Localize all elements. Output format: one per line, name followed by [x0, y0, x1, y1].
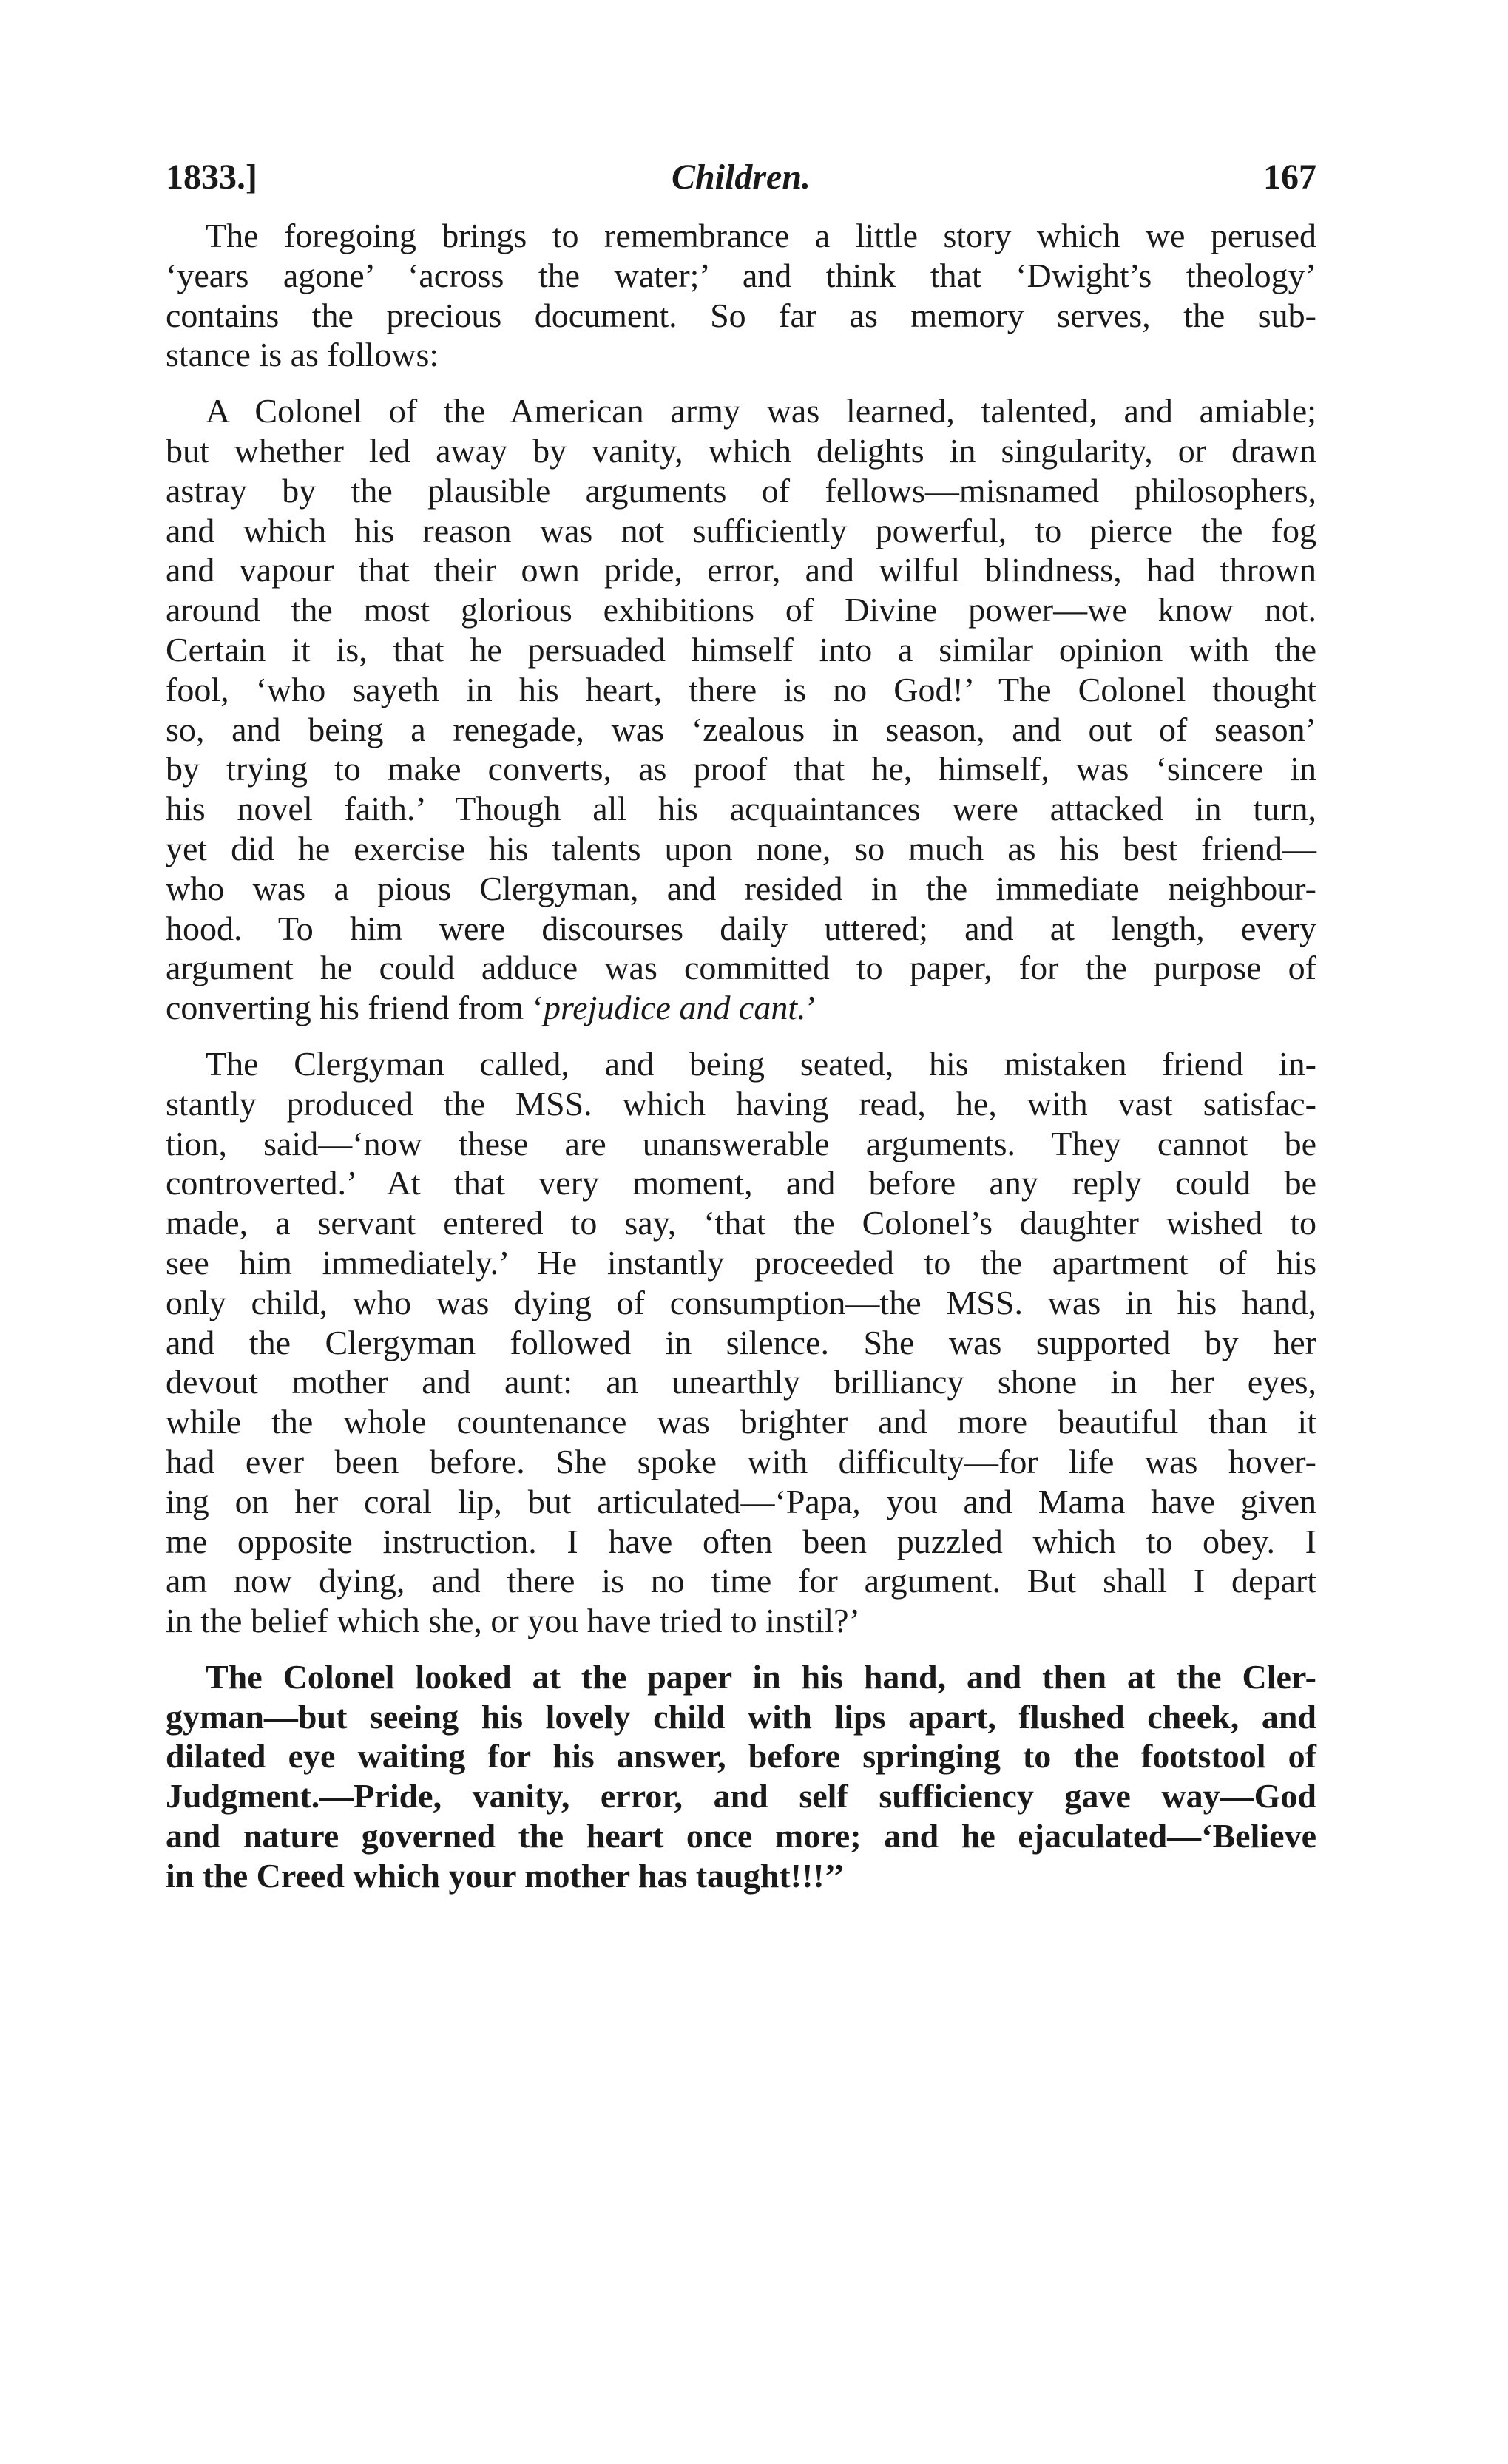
text-line: so, and being a renegade, was ‘zealous in season, and out of season’	[166, 710, 1316, 748]
paragraph-2	[166, 391, 1316, 1028]
text-line: dilated eye waiting for his answer, before springing to the footstool of	[166, 1737, 1316, 1776]
text-line: The foregoing brings to remembrance a little story which we perused	[206, 217, 1316, 254]
paragraph-4	[166, 1657, 1316, 1896]
text-line: hood. To him were discourses daily uttered; and at length, every	[166, 909, 1316, 947]
text-line: contains the precious document. So far as memory serves, the sub-	[166, 296, 1316, 334]
text-line: stance is as follows:	[166, 336, 439, 374]
text-line: me opposite instruction. I have often been puzzled which to obey. I	[166, 1522, 1316, 1560]
page-number: 167	[1263, 158, 1316, 197]
text-segment: converting his friend from ‘	[166, 989, 544, 1027]
text-line: and vapour that their own pride, error, and wilful blindness, had thrown	[166, 551, 1316, 589]
paragraph-1	[166, 216, 1316, 375]
text-line: but whether led away by vanity, which delights in singularity, or drawn	[166, 431, 1316, 470]
book-page	[166, 155, 1316, 1912]
text-line: The Clergyman called, and being seated, his mistaken friend in-	[206, 1044, 1316, 1083]
text-line: argument he could adduce was committed to paper, for the purpose of	[166, 949, 1316, 987]
text-line: see him immediately.’ He instantly proceeded to the apartment of his	[166, 1243, 1316, 1282]
text-line: and which his reason was not sufficiently powerful, to pierce the fog	[166, 511, 1316, 549]
text-line: made, a servant entered to say, ‘that the Colonel’s daughter wished to	[166, 1204, 1316, 1242]
text-line: yet did he exercise his talents upon none, so much as his best friend—	[166, 829, 1316, 867]
text-line: devout mother and aunt: an unearthly brilliancy shone in her eyes,	[166, 1363, 1316, 1401]
text-line: astray by the plausible arguments of fellows—misnamed philosophers,	[166, 471, 1316, 510]
text-line: am now dying, and there is no time for argument. But shall I depart	[166, 1562, 1316, 1600]
text-line: who was a pious Clergyman, and resided in the immediate neighbour-	[166, 869, 1316, 907]
text-line	[166, 988, 1316, 1028]
text-line: controverted.’ At that very moment, and before any reply could be	[166, 1164, 1316, 1202]
text-segment: ’	[805, 989, 817, 1027]
italic-phrase: prejudice and cant.	[543, 989, 806, 1027]
text-line: in the belief which she, or you have tried to instil?’	[166, 1602, 860, 1640]
text-line: had ever been before. She spoke with difficulty—for life was hover-	[166, 1442, 1316, 1480]
running-head	[166, 155, 1316, 200]
text-line: and the Clergyman followed in silence. She was supported by her	[166, 1323, 1316, 1361]
running-head-year: 1833.]	[166, 158, 257, 197]
text-line: by trying to make converts, as proof that he, himself, was ‘sincere in	[166, 750, 1316, 788]
text-line: ing on her coral lip, but articulated—‘Papa, you and Mama have given	[166, 1482, 1316, 1520]
text-line: while the whole countenance was brighter and more beautiful than it	[166, 1403, 1316, 1441]
text-line: only child, who was dying of consumption—the MSS. was in his hand,	[166, 1283, 1316, 1321]
text-line: around the most glorious exhibitions of Divine power—we know not.	[166, 591, 1316, 629]
text-line: his novel faith.’ Though all his acquaintances were attacked in turn,	[166, 790, 1316, 828]
text-line: ‘years agone’ ‘across the water;’ and think that ‘Dwight’s theology’	[166, 256, 1316, 294]
text-line: Certain it is, that he persuaded himself into a similar opinion with the	[166, 630, 1316, 669]
body-text	[166, 216, 1316, 1896]
text-line: and nature governed the heart once more; and he ejaculated—‘Believe	[166, 1817, 1316, 1855]
text-line: fool, ‘who sayeth in his heart, there is no God!’ The Colonel thought	[166, 670, 1316, 708]
text-line: stantly produced the MSS. which having read, he, with vast satisfac-	[166, 1084, 1316, 1123]
paragraph-3	[166, 1044, 1316, 1641]
text-line: tion, said—‘now these are unanswerable arguments. They cannot be	[166, 1124, 1316, 1162]
text-line: The Colonel looked at the paper in his hand, and then at the Cler-	[206, 1657, 1316, 1696]
running-head-title: Children.	[671, 158, 811, 197]
text-line: A Colonel of the American army was learned, talented, and amiable;	[206, 392, 1316, 430]
text-line: gyman—but seeing his lovely child with lips apart, flushed cheek, and	[166, 1697, 1316, 1736]
text-line: Judgment.—Pride, vanity, error, and self sufficiency gave way—God	[166, 1777, 1316, 1815]
text-line: in the Creed which your mother has taught!!!’’	[166, 1856, 845, 1895]
